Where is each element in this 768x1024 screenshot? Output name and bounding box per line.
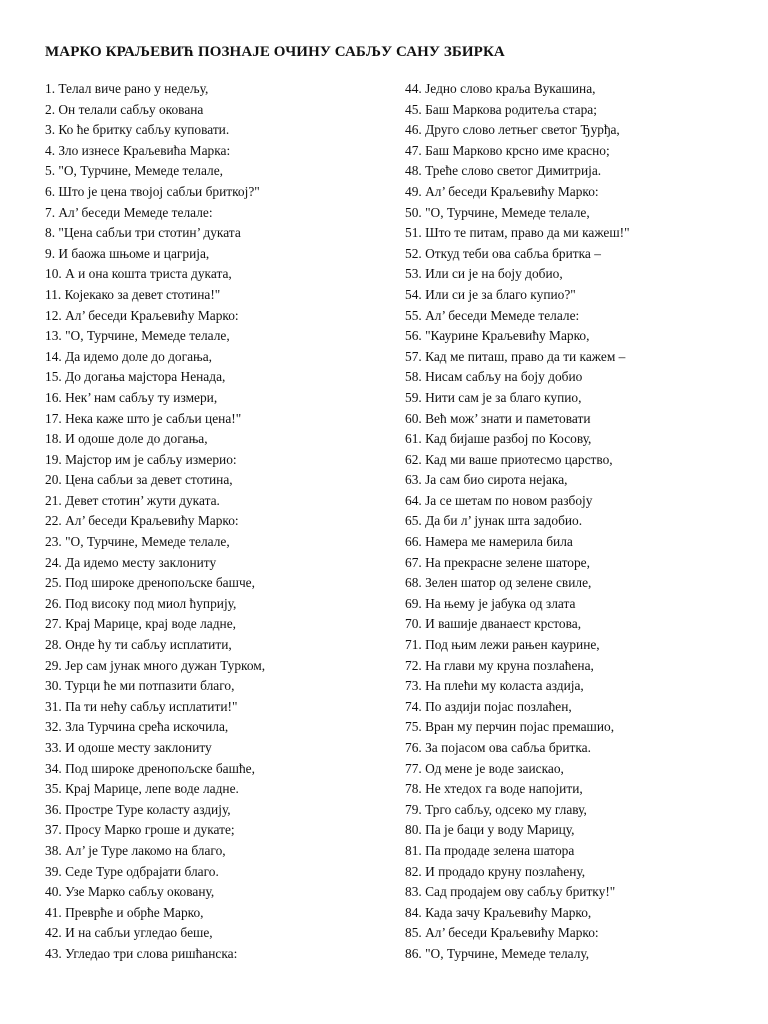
poem-line: 80. Па је баци у воду Марицу,	[405, 822, 575, 838]
poem-line: 9. И баожа шњоме и цагрија,	[45, 245, 210, 261]
poem-line: 42. И на сабљи угледао беше,	[45, 925, 213, 941]
poem-line: 16. Нек’ нам сабљу ту измери,	[45, 389, 218, 405]
poem-line: 10. А и она кошта триста дуката,	[45, 266, 232, 282]
poem-line: 57. Кад ме питаш, право да ти кажем –	[405, 348, 626, 364]
poem-line: 40. Узе Марко сабљу оковану,	[45, 884, 215, 900]
poem-line: 71. Под њим лежи рањен каурине,	[405, 637, 600, 653]
poem-line: 63. Ја сам био сирота нејака,	[405, 472, 568, 488]
poem-line: 52. Откуд теби ова сабља бритка –	[405, 245, 601, 261]
poem-line: 79. Трго сабљу, одсеко му главу,	[405, 801, 587, 817]
poem-line: 72. На глави му круна позлаћена,	[405, 657, 594, 673]
poem-line: 39. Седе Туре одбрајати благо.	[45, 863, 219, 879]
poem-line: 55. Ал’ беседи Мемеде телале:	[405, 307, 580, 323]
poem-line: 69. На њему је јабука од злата	[405, 595, 576, 611]
poem-line: 54. Или си је за благо купио?"	[405, 286, 576, 302]
poem-line: 56. "Каурине Краљевићу Марко,	[405, 328, 590, 344]
poem-line: 14. Да идемо доле до догања,	[45, 348, 213, 364]
poem-line: 38. Ал’ је Туре лакомо на благо,	[45, 842, 226, 858]
poem-line: 22. Ал’ беседи Краљевићу Марко:	[45, 513, 239, 529]
poem-line: 1. Телал виче рано у недељу,	[45, 81, 209, 96]
poem-line: 68. Зелен шатор од зелене свиле,	[405, 575, 592, 591]
poem-column-right	[405, 79, 755, 965]
poem-line: 32. Зла Турчина срећа искочила,	[45, 719, 229, 735]
poem-line: 8. "Цена сабљи три стотин’ дуката	[45, 225, 241, 241]
poem-line: 74. По аздији појас позлаћен,	[405, 698, 572, 714]
poem-line: 24. Да идемо месту заклониту	[45, 554, 217, 570]
poem-line: 35. Крај Марице, лепе воде ладне.	[45, 781, 239, 797]
poem-line: 58. Нисам сабљу на боју добио	[405, 369, 583, 385]
poem-line: 29. Јер сам јунак много дужан Турком,	[45, 657, 266, 673]
poem-line: 84. Када зачу Краљевићу Марко,	[405, 904, 592, 920]
poem-line: 36. Простре Туре коласту аздију,	[45, 801, 231, 817]
poem-line: 2. Он телали сабљу окована	[45, 101, 204, 117]
poem-line: 78. Не хтедох га воде напојити,	[405, 781, 583, 797]
poem-line: 45. Баш Маркова родитеља стара;	[405, 101, 597, 117]
poem-line: 17. Нека каже што је сабљи цена!"	[45, 410, 242, 426]
poem-line: 53. Или си је на боју добио,	[405, 266, 563, 282]
poem-line: 60. Већ мож’ знати и паметовати	[405, 410, 591, 426]
poem-line: 70. И вашије дванаест крстова,	[405, 616, 582, 632]
poem-line: 75. Вран му перчин појас премашио,	[405, 719, 615, 735]
poem-line: 61. Кад бијаше разбој по Косову,	[405, 431, 592, 447]
poem-line: 62. Кад ми ваше приотесмо царство,	[405, 451, 613, 467]
poem-line: 47. Баш Марково крсно име красно;	[405, 142, 610, 158]
poem-line: 43. Угледао три слова ришћанска:	[45, 945, 238, 961]
poem-line: 77. Од мене је воде заискао,	[405, 760, 564, 776]
poem-line: 26. Под високу под миол ћуприју,	[45, 595, 237, 611]
poem-line: 86. "О, Турчине, Мемеде телалу,	[405, 945, 590, 961]
poem-line: 28. Онде ћу ти сабљу исплатити,	[45, 637, 232, 653]
poem-line: 64. Ја се шетам по новом разбоју	[405, 492, 593, 508]
poem-line: 19. Мајстор им је сабљу измерио:	[45, 451, 237, 467]
poem-line: 67. На прекрасне зелене шаторе,	[405, 554, 590, 570]
poem-line: 23. "О, Турчине, Мемеде телале,	[45, 534, 230, 550]
poem-line: 11. Којекако за девет стотина!"	[45, 286, 221, 302]
poem-line: 15. До догања мајстора Ненада,	[45, 369, 226, 385]
poem-line: 6. Што је цена твојој сабљи бриткој?"	[45, 183, 260, 199]
poem-line: 49. Ал’ беседи Краљевићу Марко:	[405, 183, 599, 199]
poem-line: 5. "О, Турчине, Мемеде телале,	[45, 163, 224, 179]
poem-line: 41. Преврће и обрће Марко,	[45, 904, 204, 920]
poem-line: 81. Па продаде зелена шатора	[405, 842, 575, 858]
poem-line: 33. И одоше месту заклониту	[45, 740, 212, 755]
poem-line: 82. И продадо круну позлаћену,	[405, 863, 586, 879]
poem-line: 27. Крај Марице, крај воде ладне,	[45, 616, 236, 632]
poem-line: 30. Турци ће ми потпазити благо,	[45, 678, 235, 694]
poem-line: 51. Што те питам, право да ми кажеш!"	[405, 225, 630, 241]
poem-line: 21. Девет стотин’ жути дуката.	[45, 492, 220, 508]
poem-line: 66. Намера ме намерила била	[405, 534, 573, 550]
poem-line: 85. Ал’ беседи Краљевићу Марко:	[405, 925, 599, 941]
poem-line: 50. "О, Турчине, Мемеде телале,	[405, 204, 590, 220]
poem-line: 44. Једно слово краља Вукашина,	[405, 81, 596, 96]
poem-line: 83. Сад продајем ову сабљу бритку!"	[405, 884, 616, 900]
poem-line: 46. Друго слово летњег светог Ђурђа,	[405, 122, 620, 138]
poem-line: 48. Треће слово светог Димитрија.	[405, 163, 602, 179]
poem-line: 25. Под широке дренопољске башче,	[45, 575, 255, 591]
poem-line: 4. Зло изнесе Краљевића Марка:	[45, 142, 231, 158]
poem-line: 18. И одоше доле до догања,	[45, 431, 208, 447]
poem-line: 65. Да би л’ јунак шта задобио.	[405, 513, 583, 529]
poem-line: 20. Цена сабљи за девет стотина,	[45, 472, 233, 488]
poem-line: 76. За појасом ова сабља бритка.	[405, 740, 591, 755]
poem-line: 37. Просу Марко гроше и дукате;	[45, 822, 235, 838]
poem-line: 7. Ал’ беседи Мемеде телале:	[45, 204, 213, 220]
poem-line: 59. Нити сам је за благо купио,	[405, 389, 582, 405]
poem-line: 12. Ал’ беседи Краљевићу Марко:	[45, 307, 239, 323]
poem-column-left	[45, 79, 390, 965]
poem-line: 34. Под широке дренопољске башће,	[45, 760, 255, 776]
poem-line: 73. На плећи му коласта аздија,	[405, 678, 584, 694]
poem-line: 3. Ко ће бритку сабљу куповати.	[45, 122, 230, 138]
poem-line: 13. "О, Турчине, Мемеде телале,	[45, 328, 230, 344]
poem-line: 31. Па ти нећу сабљу исплатити!"	[45, 698, 238, 714]
document-title: МАРКО КРАЉЕВИЋ ПОЗНАЈЕ ОЧИНУ САБЉУ САНУ ЗБИРКА	[45, 44, 505, 60]
